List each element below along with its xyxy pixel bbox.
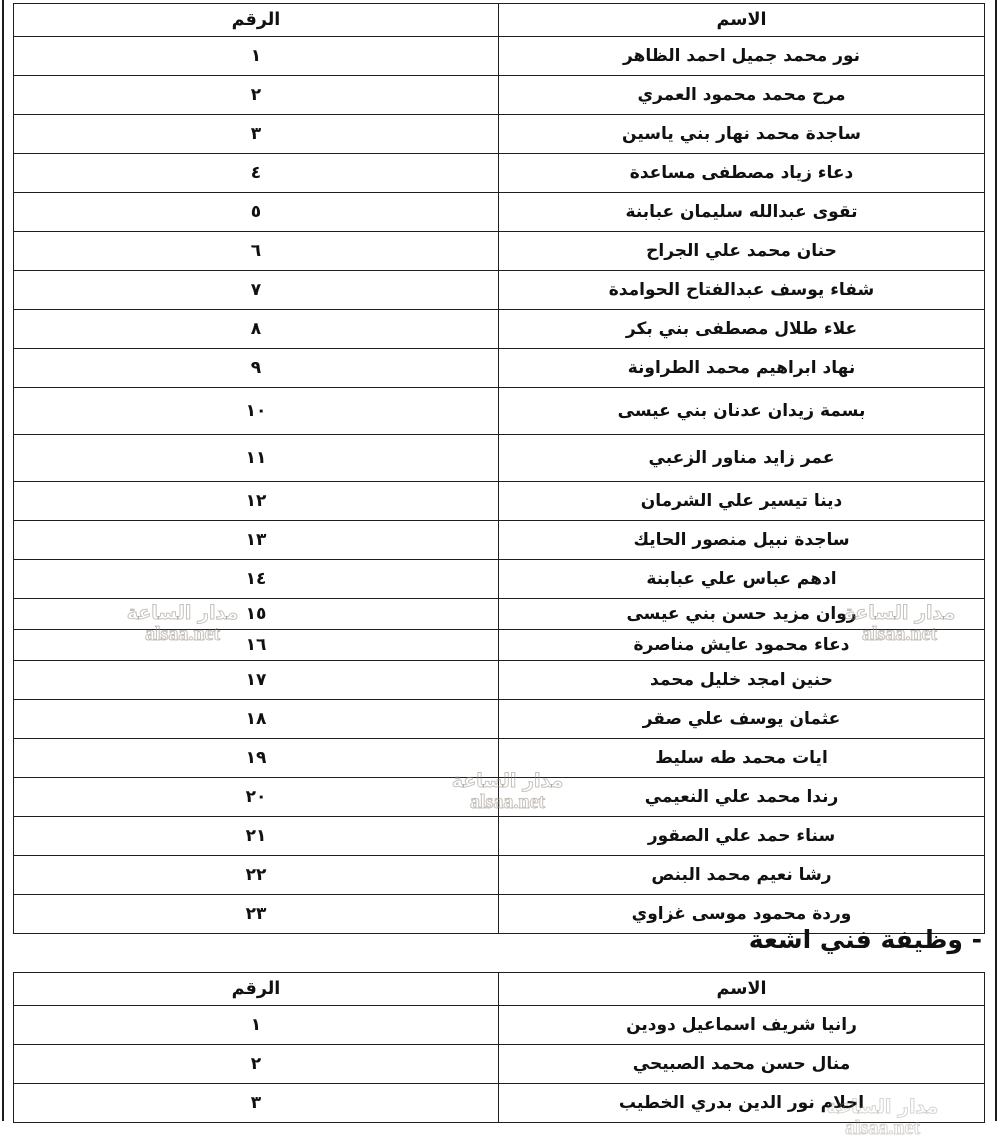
cell-row-number: ١ [14,1006,499,1045]
cell-row-number: ١٧ [14,661,499,700]
table-row [14,739,985,778]
cell-row-number: ٥ [14,193,499,232]
table-row [14,193,985,232]
table-row [14,310,985,349]
cell-row-number: ٢ [14,76,499,115]
cell-candidate-name: ايات محمد طه سليط [499,739,985,778]
section-heading-xray-technician: - وظيفة فني اشعة [748,925,982,954]
column-header-number: الرقم [14,4,499,37]
cell-row-number: ١٨ [14,700,499,739]
cell-row-number: ١٣ [14,521,499,560]
cell-row-number: ٣ [14,1084,499,1123]
cell-candidate-name: رشا نعيم محمد البنص [499,856,985,895]
table-row [14,599,985,630]
watermark-url-text: alsaa.net [845,1116,920,1139]
cell-candidate-name: ساجدة نبيل منصور الحايك [499,521,985,560]
cell-row-number: ٢١ [14,817,499,856]
candidates-table-xray-technician [13,972,985,1123]
cell-row-number: ٧ [14,271,499,310]
table-row [14,76,985,115]
table-row [14,37,985,76]
cell-row-number: ٢٢ [14,856,499,895]
cell-candidate-name: تقوى عبدالله سليمان عبابنة [499,193,985,232]
cell-candidate-name: نهاد ابراهيم محمد الطراونة [499,349,985,388]
column-header-number: الرقم [14,973,499,1006]
cell-candidate-name: عثمان يوسف علي صقر [499,700,985,739]
cell-candidate-name: علاء طلال مصطفى بني بكر [499,310,985,349]
table-row [14,1045,985,1084]
cell-candidate-name: روان مزيد حسن بني عيسى [499,599,985,630]
cell-candidate-name: سناء حمد علي الصقور [499,817,985,856]
table-row [14,388,985,435]
cell-row-number: ١١ [14,435,499,482]
table-header-row [14,973,985,1006]
cell-row-number: ٢٠ [14,778,499,817]
table-row [14,154,985,193]
cell-candidate-name: رانيا شريف اسماعيل دودين [499,1006,985,1045]
cell-row-number: ١ [14,37,499,76]
table-row [14,661,985,700]
table-row [14,115,985,154]
cell-candidate-name: بسمة زيدان عدنان بني عيسى [499,388,985,435]
cell-row-number: ١٥ [14,599,499,630]
cell-candidate-name: شفاء يوسف عبدالفتاح الحوامدة [499,271,985,310]
cell-candidate-name: دعاء محمود عايش مناصرة [499,630,985,661]
cell-row-number: ١٢ [14,482,499,521]
cell-candidate-name: رندا محمد علي النعيمي [499,778,985,817]
cell-row-number: ١٠ [14,388,499,435]
cell-candidate-name: احلام نور الدين بدري الخطيب [499,1084,985,1123]
cell-candidate-name: دعاء زياد مصطفى مساعدة [499,154,985,193]
table-row [14,1084,985,1123]
table-row [14,521,985,560]
cell-row-number: ٦ [14,232,499,271]
cell-candidate-name: حنان محمد علي الجراح [499,232,985,271]
cell-candidate-name: ادهم عباس علي عبابنة [499,560,985,599]
table-row [14,435,985,482]
cell-row-number: ٣ [14,115,499,154]
cell-row-number: ٨ [14,310,499,349]
cell-candidate-name: وردة محمود موسى غزاوي [499,895,985,934]
cell-row-number: ٢٣ [14,895,499,934]
table-row [14,232,985,271]
cell-row-number: ٢ [14,1045,499,1084]
table-row [14,271,985,310]
candidates-table-primary [13,3,985,934]
table-header-row [14,4,985,37]
cell-candidate-name: ساجدة محمد نهار بني ياسين [499,115,985,154]
table-row [14,700,985,739]
table-row [14,482,985,521]
column-header-name: الاسم [499,973,985,1006]
cell-candidate-name: نور محمد جميل احمد الظاهر [499,37,985,76]
column-header-name: الاسم [499,4,985,37]
page-border-left [2,0,4,1121]
table-row [14,817,985,856]
table-row [14,560,985,599]
table-row [14,630,985,661]
cell-candidate-name: منال حسن محمد الصبيحي [499,1045,985,1084]
cell-candidate-name: حنين امجد خليل محمد [499,661,985,700]
cell-row-number: ١٦ [14,630,499,661]
cell-candidate-name: عمر زايد مناور الزعبي [499,435,985,482]
table-row [14,778,985,817]
cell-candidate-name: دينا تيسير علي الشرمان [499,482,985,521]
cell-row-number: ١٩ [14,739,499,778]
table-row [14,1006,985,1045]
page-border-right [995,0,997,1121]
cell-row-number: ١٤ [14,560,499,599]
cell-row-number: ٤ [14,154,499,193]
table-row [14,349,985,388]
table-row [14,856,985,895]
cell-row-number: ٩ [14,349,499,388]
cell-candidate-name: مرح محمد محمود العمري [499,76,985,115]
